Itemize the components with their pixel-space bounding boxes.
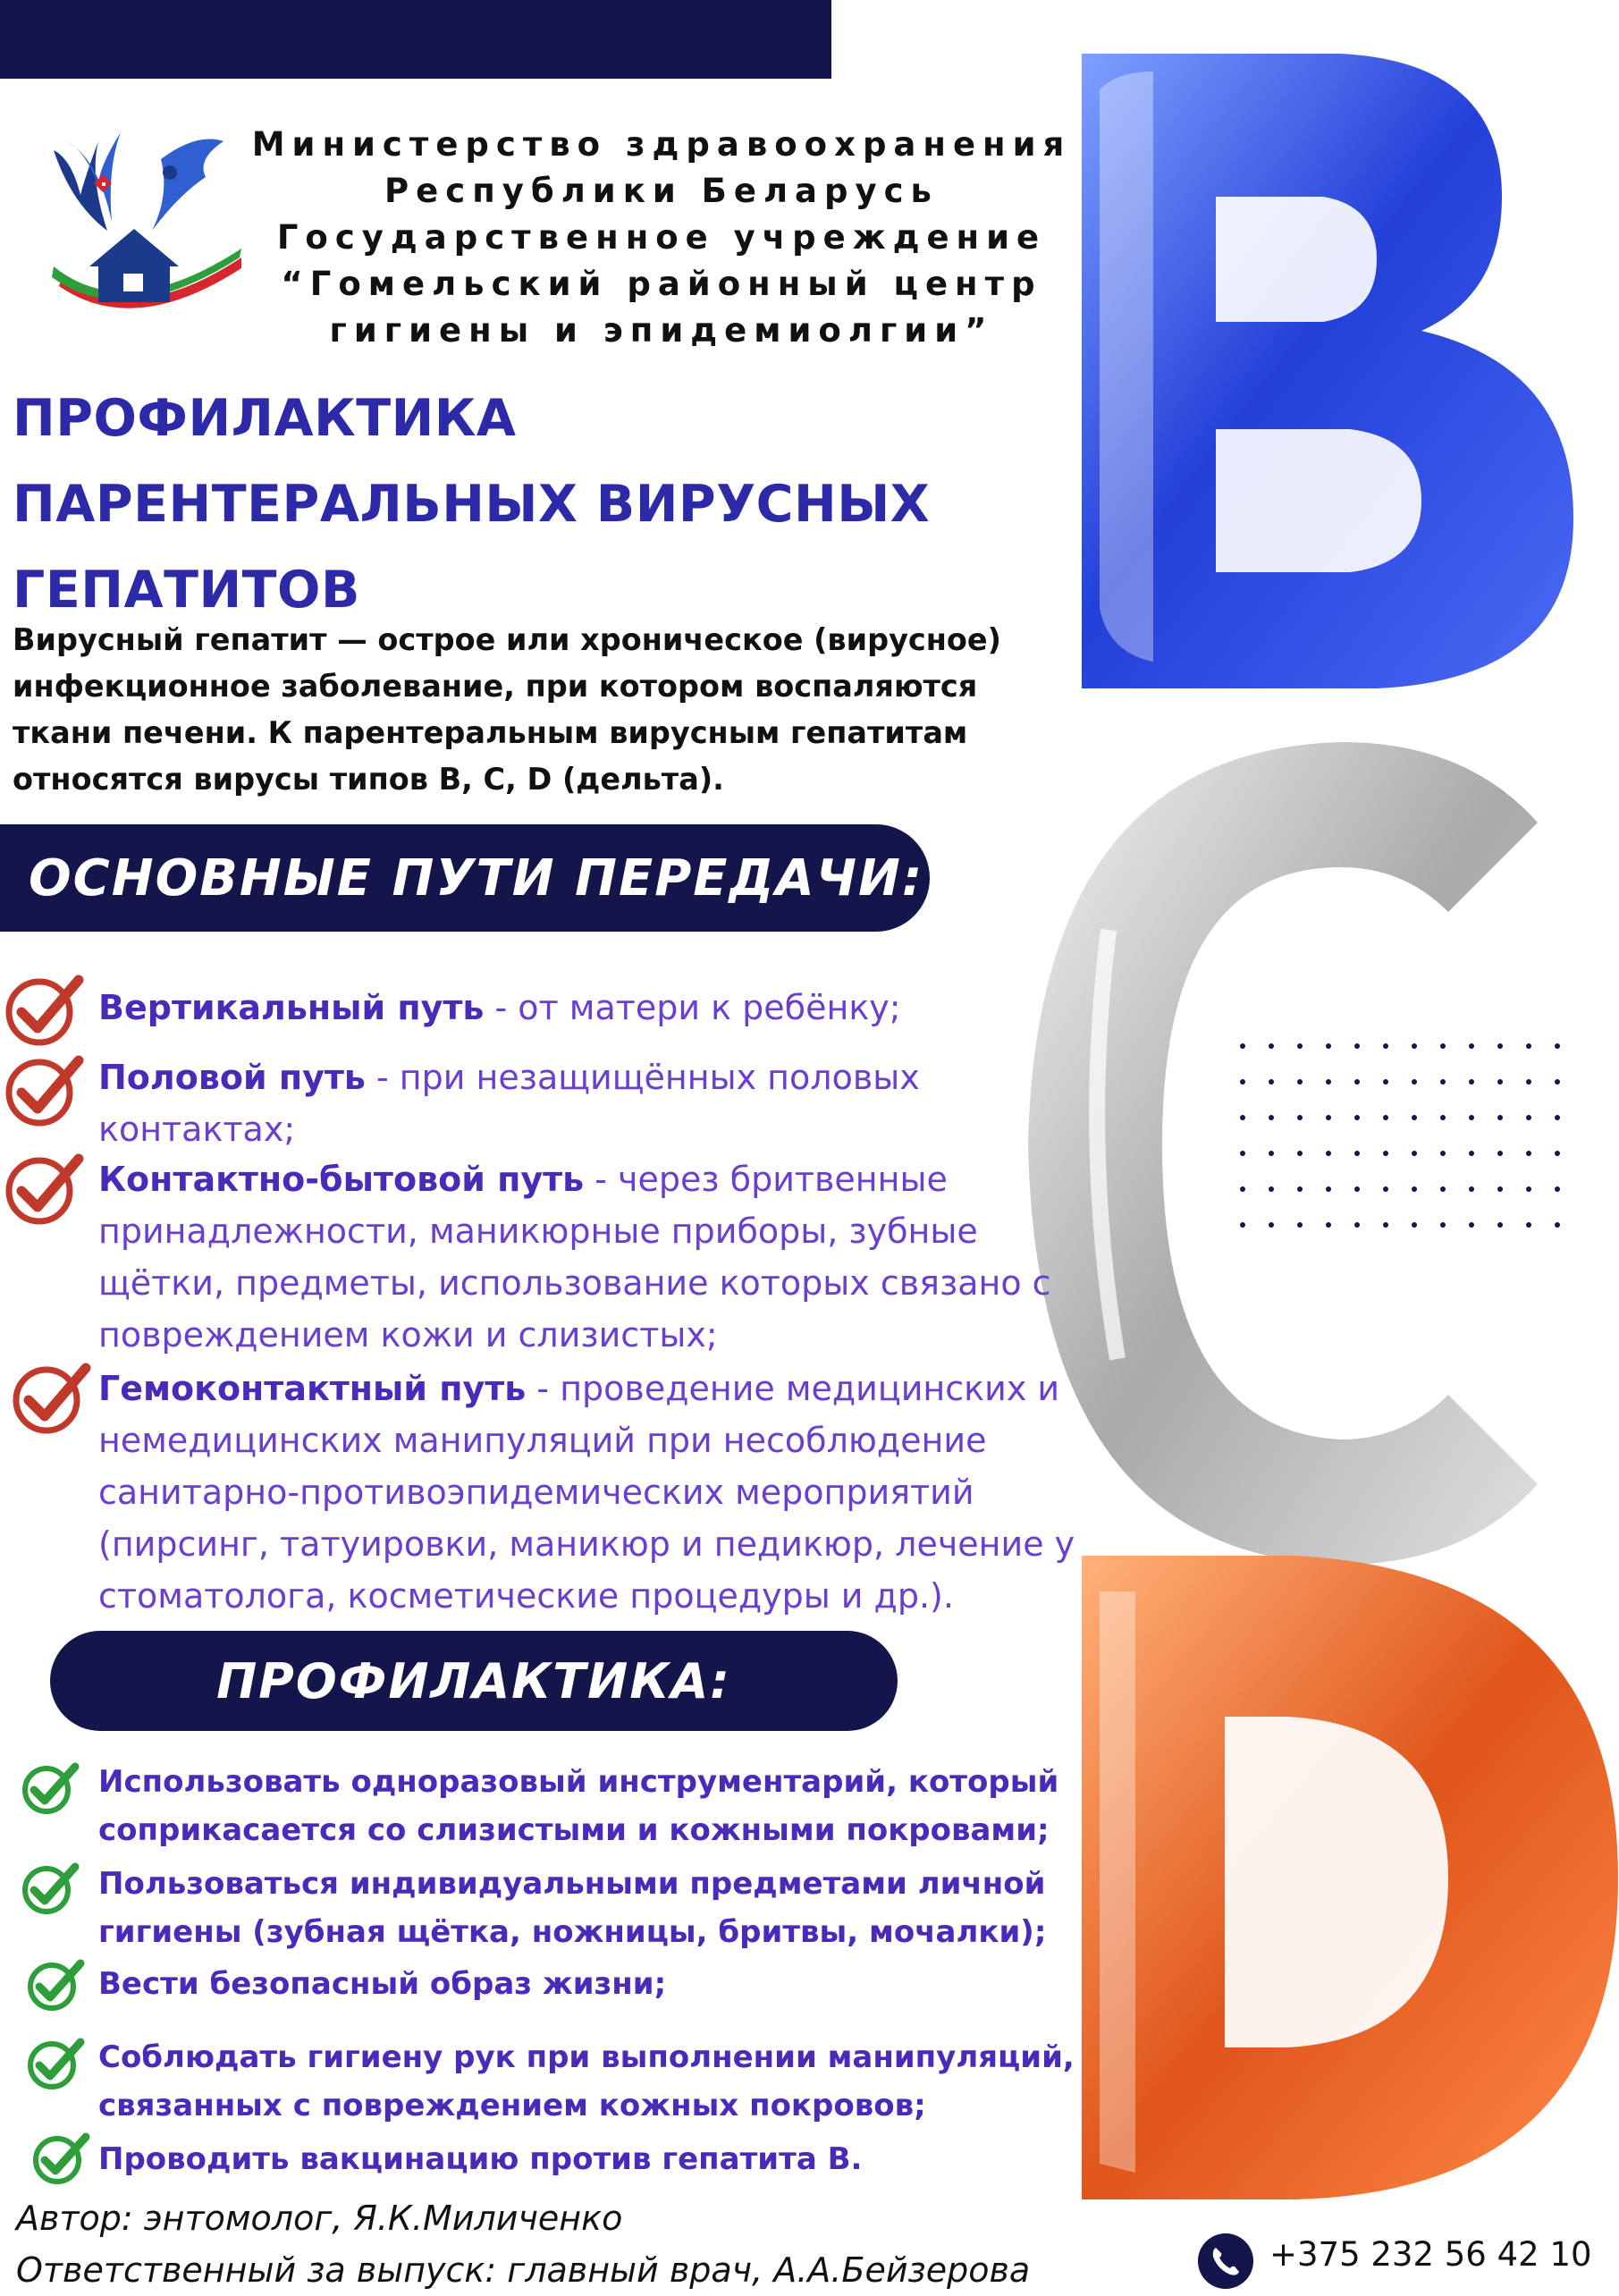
route-name: Контактно-бытовой путь — [98, 1160, 585, 1199]
checkmark-circle-icon — [2, 971, 84, 1048]
route-text: (пирсинг, татуировки, маникюр и педикюр, лечение у — [98, 1524, 1075, 1564]
title-line-1: ПРОФИЛАКТИКА — [13, 389, 517, 448]
route-name: Вертикальный путь — [98, 988, 485, 1027]
route-name: Гемоконтактный путь — [98, 1369, 527, 1408]
routes-heading: ОСНОВНЫЕ ПУТИ ПЕРЕДАЧИ: — [0, 824, 930, 932]
prevention-item-1 — [98, 1758, 1180, 1854]
route-text: - через бритвенные — [584, 1160, 948, 1199]
top-bar — [0, 0, 831, 79]
ministry-line-1: Министерство здравоохранения — [251, 125, 1072, 164]
ministry-line-3: Государственное учреждение — [276, 218, 1047, 257]
prevention-item-4 — [98, 2033, 1180, 2130]
prevention-text: Вести безопасный образ жизни; — [98, 1966, 667, 2002]
prevention-text: связанных с повреждением кожных покровов; — [98, 2088, 926, 2123]
ministry-line-5: гигиены и эпидемиолгии” — [329, 311, 994, 350]
ministry-line-4: “Гомельский районный центр — [281, 265, 1042, 303]
letter-b — [1082, 54, 1573, 688]
intro-paragraph — [13, 617, 1050, 803]
prevention-item-3 — [98, 1960, 1180, 2008]
route-vertical — [98, 982, 1180, 1034]
prevention-heading: ПРОФИЛАКТИКА: — [50, 1631, 898, 1731]
prevention-item-2 — [98, 1860, 1180, 1956]
prevention-text: гигиены (зубная щётка, ножницы, бритвы, мочалки); — [98, 1914, 1047, 1950]
checkmark-circle-icon — [18, 1761, 80, 1815]
phone-icon — [1198, 2233, 1253, 2289]
intro-line-1: Вирусный гепатит — острое или хроническое (вирусное) — [13, 622, 1001, 657]
route-text: повреждением кожи и слизистых; — [98, 1315, 718, 1355]
title-line-2: ПАРЕНТЕРАЛЬНЫХ ВИРУСНЫХ — [13, 475, 931, 534]
route-household — [98, 1153, 1180, 1361]
checkmark-circle-icon — [2, 1150, 84, 1227]
checkmark-circle-icon — [23, 2037, 86, 2090]
prevention-text: Использовать одноразовый инструментарий, который — [98, 1764, 1059, 1800]
route-text: - от матери к ребёнку; — [484, 988, 901, 1027]
route-text: немедицинских манипуляций при несоблюдение — [98, 1421, 987, 1460]
ministry-logo — [36, 123, 250, 325]
ministry-header — [223, 122, 1100, 354]
route-text: - проведение медицинских и — [526, 1369, 1060, 1408]
author-block — [16, 2192, 1178, 2296]
checkmark-circle-icon — [2, 1051, 84, 1128]
title-line-3: ГЕПАТИТОВ — [13, 561, 360, 620]
intro-line-2: инфекционное заболевание, при котором воспаляются — [13, 669, 978, 704]
route-text: - при незащищённых половых — [365, 1058, 920, 1097]
route-name: Половой путь — [98, 1058, 366, 1097]
checkmark-circle-icon — [23, 1958, 86, 2012]
dot-grid-decoration — [1234, 1037, 1573, 1234]
route-text: принадлежности, маникюрные приборы, зубные — [98, 1211, 978, 1251]
responsible-line: Ответственный за выпуск: главный врач, А.А.Бейзерова — [16, 2250, 1031, 2290]
route-text: стоматолога, косметические процедуры и др.). — [98, 1576, 954, 1616]
prevention-text: Проводить вакцинацию против гепатита В. — [98, 2141, 863, 2177]
route-text: санитарно-противоэпидемических мероприятий — [98, 1473, 974, 1512]
intro-line-4: относятся вирусы типов В, С, D (дельта). — [13, 762, 724, 797]
checkmark-circle-icon — [18, 1861, 80, 1915]
prevention-text: Пользоваться индивидуальными предметами личной — [98, 1866, 1046, 1902]
route-sexual — [98, 1051, 1180, 1155]
checkmark-circle-icon — [9, 1359, 91, 1436]
prevention-item-5 — [98, 2135, 1180, 2183]
page-title — [13, 376, 1085, 633]
prevention-text: соприкасается со слизистыми и кожными покровами; — [98, 1812, 1050, 1848]
checkmark-circle-icon — [29, 2131, 91, 2185]
route-text: контактах; — [98, 1110, 296, 1149]
intro-line-3: ткани печени. К парентеральным вирусным гепатитам — [13, 715, 968, 750]
phone-number[interactable]: +375 232 56 42 10 — [1269, 2235, 1592, 2274]
author-line: Автор: энтомолог, Я.К.Миличенко — [16, 2199, 623, 2238]
route-text: щётки, предметы, использование которых связано с — [98, 1263, 1051, 1303]
route-blood — [98, 1363, 1180, 1622]
prevention-text: Соблюдать гигиену рук при выполнении манипуляций, — [98, 2039, 1075, 2075]
ministry-line-2: Республики Беларусь — [384, 172, 939, 210]
